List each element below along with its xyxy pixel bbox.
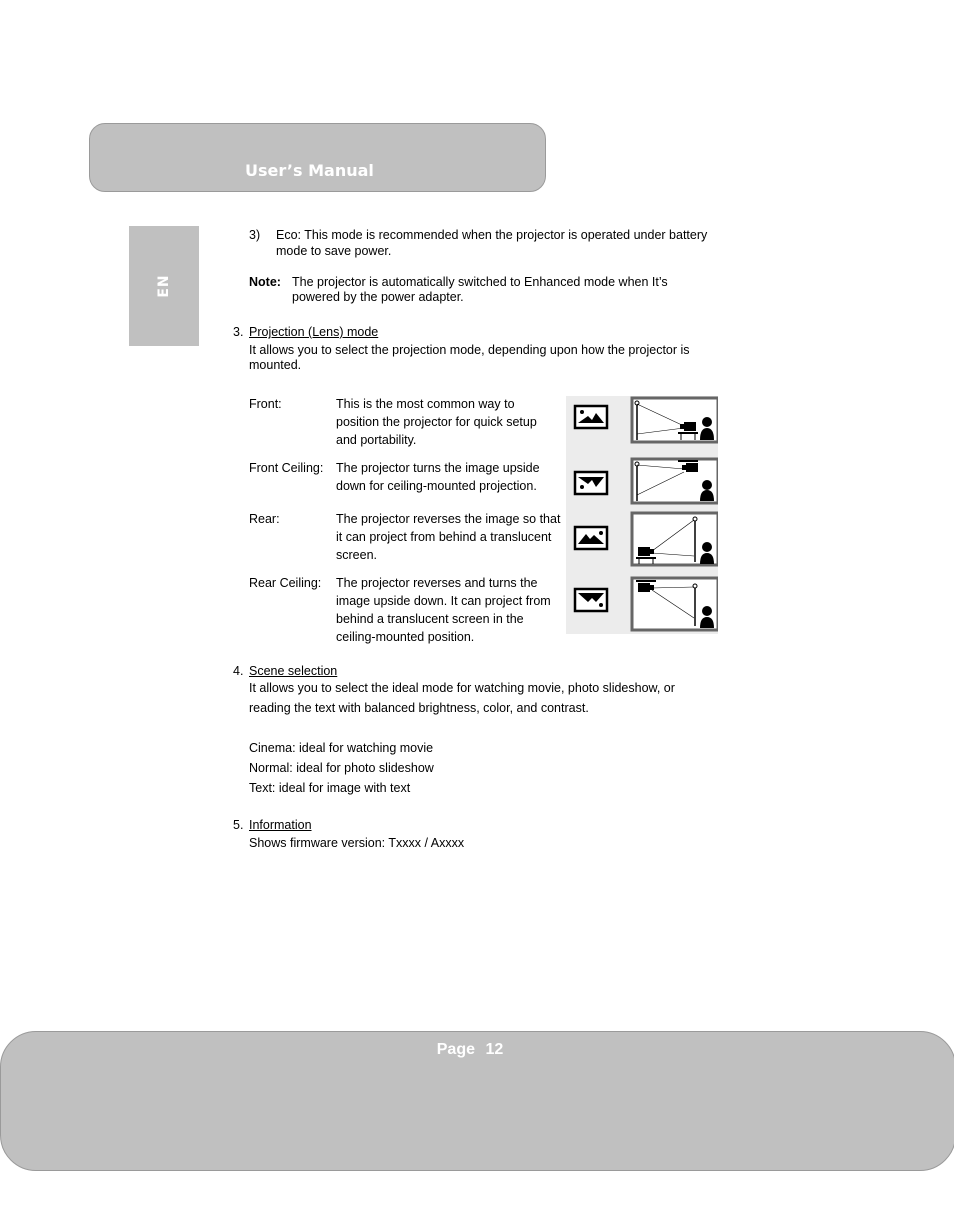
rear-projection-diagram (632, 513, 718, 565)
mode-description-front-ceiling: The projector turns the image upside down for ceiling-mounted projection. (336, 461, 540, 493)
mode-label-front: Front: (249, 397, 282, 411)
projection-diagram-panel (566, 396, 718, 634)
eco-text-line1: Eco: This mode is recommended when the projector is operated under battery (276, 228, 708, 242)
rear-ceiling-projection-icon (575, 589, 607, 611)
note-label: Note: (249, 275, 281, 289)
front-ceiling-projection-diagram (632, 459, 718, 503)
mode-label-front-ceiling: Front Ceiling: (249, 461, 324, 475)
scene-heading: Scene selection (249, 664, 338, 678)
mode-label-rear-ceiling: Rear Ceiling: (249, 576, 322, 590)
information-text: Shows firmware version: Txxxx / Axxxx (249, 836, 465, 850)
mode-description-rear: The projector reverses the image so that it can project from behind a translucent screen. (336, 512, 561, 562)
front-projection-icon (575, 406, 607, 428)
scene-number: 4. (233, 664, 244, 678)
information-heading: Information (249, 818, 312, 832)
projection-text-line1: It allows you to select the projection mode, depending upon how the projector is (249, 343, 690, 357)
page-number-value: 12 (485, 1041, 504, 1058)
note-text-line2: powered by the power adapter. (292, 290, 464, 304)
note-text-line1: The projector is automatically switched to Enhanced mode when It’s (292, 275, 668, 289)
rear-ceiling-projection-diagram (632, 578, 718, 630)
rear-projection-icon (575, 527, 607, 549)
eco-text-line2: mode to save power. (276, 244, 392, 258)
projection-heading: Projection (Lens) mode (249, 325, 379, 339)
projection-text-line2: mounted. (249, 358, 302, 372)
information-number: 5. (233, 818, 244, 832)
front-ceiling-projection-icon (575, 472, 607, 494)
mode-label-rear: Rear: (249, 512, 280, 526)
page-label: Page (436, 1041, 475, 1058)
language-tab (129, 226, 199, 346)
eco-number: 3) (249, 228, 261, 242)
scene-item-cinema: Cinema: ideal for watching movie (249, 741, 434, 755)
page-number (0, 1041, 940, 1059)
mode-description-front: This is the most common way to position the projector for quick setup and portability. (336, 397, 537, 447)
scene-item-text: Text: ideal for image with text (249, 781, 411, 795)
scene-item-normal: Normal: ideal for photo slideshow (249, 761, 434, 775)
language-label: EN (156, 274, 172, 298)
mode-description-rear-ceiling: The projector reverses and turns the image upside down. It can project from behind a translucent screen in the ceiling-mounted position. (336, 576, 551, 644)
scene-text-line1: It allows you to select the ideal mode for watching movie, photo slideshow, or (249, 681, 675, 695)
header-tab (89, 123, 546, 192)
scene-text-line2: reading the text with balanced brightness, color, and contrast. (249, 701, 589, 715)
manual-title: User’s Manual (245, 161, 374, 180)
projection-number: 3. (233, 325, 244, 339)
front-projection-diagram (632, 398, 718, 442)
